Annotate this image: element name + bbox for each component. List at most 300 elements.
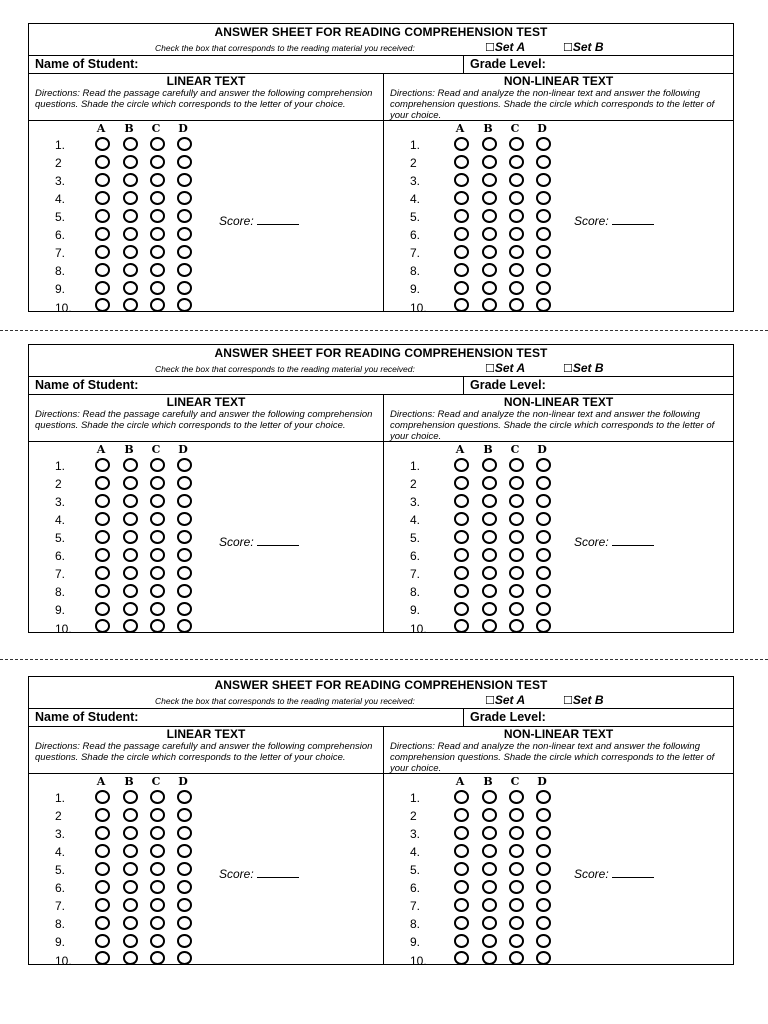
answer-bubble-c[interactable] [150, 808, 165, 822]
answer-bubble-a[interactable] [454, 844, 469, 858]
answer-bubble-d[interactable] [536, 191, 551, 205]
score-field[interactable] [219, 214, 299, 228]
answer-bubble-d[interactable] [177, 826, 192, 840]
answer-bubble-a[interactable] [95, 245, 110, 259]
answer-bubble-c[interactable] [150, 245, 165, 259]
answer-bubble-d[interactable] [536, 584, 551, 598]
question-row [384, 860, 733, 878]
answer-bubble-c[interactable] [509, 298, 524, 312]
score-field[interactable] [219, 535, 299, 549]
answer-bubble-b[interactable] [123, 209, 138, 223]
answer-bubble-b[interactable] [482, 548, 497, 562]
answer-bubble-a[interactable] [454, 209, 469, 223]
set-b-checkbox-icon[interactable]: ☐ [563, 42, 573, 54]
answer-bubble-c[interactable] [150, 934, 165, 948]
question-number: 4. [55, 845, 66, 859]
question-number: 2 [55, 809, 62, 823]
answer-bubble-c[interactable] [509, 548, 524, 562]
answer-bubble-d[interactable] [536, 548, 551, 562]
answer-bubble-a[interactable] [95, 862, 110, 876]
answer-bubble-a[interactable] [454, 619, 469, 633]
answer-bubble-b[interactable] [482, 566, 497, 580]
answer-bubble-b[interactable] [123, 476, 138, 490]
answer-bubble-c[interactable] [509, 844, 524, 858]
grade-level-field[interactable]: Grade Level: [470, 710, 546, 724]
score-field[interactable] [574, 867, 654, 881]
answer-bubble-a[interactable] [454, 173, 469, 187]
answer-bubble-a[interactable] [454, 512, 469, 526]
choice-letter-b: B [124, 122, 134, 135]
answer-bubble-a[interactable] [95, 476, 110, 490]
answer-bubble-a[interactable] [454, 155, 469, 169]
answer-bubble-d[interactable] [177, 298, 192, 312]
answer-bubble-a[interactable] [95, 155, 110, 169]
answer-bubble-b[interactable] [123, 808, 138, 822]
choice-letter-c: C [510, 443, 520, 456]
answer-bubble-d[interactable] [536, 602, 551, 616]
answer-bubble-a[interactable] [95, 934, 110, 948]
answer-bubble-a[interactable] [454, 602, 469, 616]
question-row [29, 279, 383, 297]
answer-bubble-c[interactable] [150, 298, 165, 312]
student-name-field[interactable]: Name of Student: [35, 710, 139, 724]
answer-bubble-d[interactable] [536, 494, 551, 508]
answer-bubble-a[interactable] [454, 137, 469, 151]
answer-bubble-c[interactable] [150, 862, 165, 876]
answer-bubble-d[interactable] [536, 227, 551, 241]
answer-bubble-d[interactable] [536, 880, 551, 894]
answer-bubble-c[interactable] [150, 530, 165, 544]
answer-bubble-b[interactable] [482, 530, 497, 544]
answer-bubble-d[interactable] [177, 898, 192, 912]
answer-bubble-c[interactable] [150, 155, 165, 169]
answer-bubble-b[interactable] [123, 155, 138, 169]
score-field[interactable] [574, 214, 654, 228]
set-b-checkbox-icon[interactable]: ☐ [563, 695, 573, 707]
answer-bubble-b[interactable] [123, 790, 138, 804]
answer-bubble-c[interactable] [150, 951, 165, 965]
answer-bubble-c[interactable] [150, 173, 165, 187]
answer-bubble-c[interactable] [150, 790, 165, 804]
answer-bubble-d[interactable] [177, 844, 192, 858]
answer-bubble-a[interactable] [454, 916, 469, 930]
answer-bubble-a[interactable] [454, 808, 469, 822]
answer-bubble-a[interactable] [95, 916, 110, 930]
score-blank[interactable] [612, 537, 654, 546]
answer-bubble-d[interactable] [177, 530, 192, 544]
answer-bubble-d[interactable] [536, 263, 551, 277]
question-row [384, 243, 733, 261]
score-blank[interactable] [257, 216, 299, 225]
answer-bubble-b[interactable] [123, 227, 138, 241]
answer-bubble-c[interactable] [509, 951, 524, 965]
answer-bubble-a[interactable] [95, 263, 110, 277]
cut-line [0, 330, 768, 331]
answer-bubble-c[interactable] [509, 880, 524, 894]
set-a-option[interactable] [485, 40, 525, 55]
question-number: 1. [410, 791, 421, 805]
answer-bubble-d[interactable] [177, 584, 192, 598]
answer-bubble-d[interactable] [177, 619, 192, 633]
answer-bubble-c[interactable] [509, 263, 524, 277]
set-a-checkbox-icon[interactable]: ☐ [485, 42, 495, 54]
answer-bubble-a[interactable] [95, 602, 110, 616]
answer-bubble-b[interactable] [482, 898, 497, 912]
answer-bubble-a[interactable] [454, 934, 469, 948]
answer-bubble-c[interactable] [509, 512, 524, 526]
answer-bubble-c[interactable] [150, 880, 165, 894]
answer-bubble-d[interactable] [536, 951, 551, 965]
answer-bubble-b[interactable] [482, 494, 497, 508]
answer-bubble-c[interactable] [509, 566, 524, 580]
answer-bubble-d[interactable] [536, 808, 551, 822]
answer-bubble-b[interactable] [123, 245, 138, 259]
answer-bubble-d[interactable] [536, 566, 551, 580]
answer-bubble-b[interactable] [123, 862, 138, 876]
answer-bubble-b[interactable] [123, 298, 138, 312]
answer-bubble-c[interactable] [509, 619, 524, 633]
answer-bubble-a[interactable] [95, 494, 110, 508]
answer-bubble-d[interactable] [536, 619, 551, 633]
answer-bubble-c[interactable] [150, 916, 165, 930]
answer-bubble-d[interactable] [177, 245, 192, 259]
answer-bubble-a[interactable] [95, 619, 110, 633]
question-number: 10. [410, 954, 427, 968]
answer-bubble-d[interactable] [177, 602, 192, 616]
answer-bubble-c[interactable] [509, 916, 524, 930]
set-instruction: Check the box that corresponds to the reading material you received: [155, 696, 415, 706]
answer-bubble-c[interactable] [150, 602, 165, 616]
answer-bubble-d[interactable] [536, 898, 551, 912]
answer-bubble-b[interactable] [482, 476, 497, 490]
answer-bubble-c[interactable] [509, 790, 524, 804]
answer-bubble-c[interactable] [150, 566, 165, 580]
answer-bubble-b[interactable] [123, 844, 138, 858]
answer-bubble-c[interactable] [509, 209, 524, 223]
answer-bubble-d[interactable] [177, 951, 192, 965]
set-instruction: Check the box that corresponds to the reading material you received: [155, 43, 415, 53]
answer-bubble-a[interactable] [95, 530, 110, 544]
answer-bubble-d[interactable] [177, 227, 192, 241]
answer-bubble-d[interactable] [177, 458, 192, 472]
answer-bubble-a[interactable] [454, 566, 469, 580]
set-b-option[interactable] [563, 693, 604, 708]
answer-bubble-b[interactable] [123, 898, 138, 912]
answer-bubble-a[interactable] [454, 494, 469, 508]
answer-bubble-c[interactable] [150, 476, 165, 490]
answer-bubble-b[interactable] [123, 548, 138, 562]
answer-bubble-b[interactable] [482, 584, 497, 598]
answer-bubble-b[interactable] [482, 512, 497, 526]
answer-bubble-d[interactable] [177, 494, 192, 508]
answer-bubble-d[interactable] [177, 173, 192, 187]
answer-bubble-c[interactable] [509, 584, 524, 598]
choice-letter-a: A [455, 443, 465, 456]
answer-bubble-a[interactable] [95, 281, 110, 295]
set-b-option[interactable] [563, 40, 604, 55]
answer-bubble-d[interactable] [177, 566, 192, 580]
score-field[interactable] [574, 535, 654, 549]
answer-bubble-b[interactable] [482, 191, 497, 205]
answer-bubble-c[interactable] [150, 512, 165, 526]
answer-bubble-d[interactable] [536, 155, 551, 169]
set-b-option[interactable] [563, 361, 604, 376]
answer-bubble-b[interactable] [123, 530, 138, 544]
question-row [384, 546, 733, 564]
answer-bubble-b[interactable] [482, 263, 497, 277]
answer-bubble-b[interactable] [123, 566, 138, 580]
answer-bubble-a[interactable] [454, 263, 469, 277]
set-b-checkbox-icon[interactable]: ☐ [563, 363, 573, 375]
answer-bubble-a[interactable] [95, 584, 110, 598]
set-a-option[interactable] [485, 361, 525, 376]
answer-bubble-b[interactable] [482, 137, 497, 151]
answer-bubble-d[interactable] [177, 209, 192, 223]
answer-bubble-d[interactable] [177, 512, 192, 526]
answer-bubble-a[interactable] [95, 227, 110, 241]
answer-bubble-c[interactable] [150, 191, 165, 205]
answer-bubble-d[interactable] [536, 916, 551, 930]
answer-bubble-a[interactable] [454, 584, 469, 598]
set-a-checkbox-icon[interactable]: ☐ [485, 363, 495, 375]
answer-bubble-b[interactable] [482, 844, 497, 858]
answer-bubble-c[interactable] [509, 826, 524, 840]
answer-bubble-a[interactable] [454, 530, 469, 544]
answer-bubble-a[interactable] [95, 566, 110, 580]
answer-bubble-b[interactable] [123, 619, 138, 633]
answer-bubble-a[interactable] [454, 281, 469, 295]
answer-bubble-d[interactable] [177, 155, 192, 169]
answer-bubble-d[interactable] [536, 790, 551, 804]
answer-bubble-c[interactable] [509, 934, 524, 948]
answer-bubble-b[interactable] [482, 934, 497, 948]
answer-bubble-b[interactable] [123, 137, 138, 151]
answer-bubble-d[interactable] [177, 548, 192, 562]
answer-bubble-b[interactable] [482, 298, 497, 312]
score-blank[interactable] [257, 537, 299, 546]
answer-bubble-a[interactable] [454, 245, 469, 259]
answer-bubble-a[interactable] [454, 548, 469, 562]
answer-bubble-b[interactable] [482, 826, 497, 840]
answer-bubble-a[interactable] [95, 880, 110, 894]
answer-bubble-c[interactable] [509, 494, 524, 508]
answer-bubble-a[interactable] [454, 898, 469, 912]
answer-bubble-b[interactable] [123, 934, 138, 948]
student-name-field[interactable]: Name of Student: [35, 57, 139, 71]
answer-bubble-d[interactable] [177, 916, 192, 930]
answer-bubble-b[interactable] [123, 916, 138, 930]
answer-bubble-c[interactable] [150, 898, 165, 912]
answer-bubble-a[interactable] [95, 898, 110, 912]
score-field[interactable] [219, 867, 299, 881]
answer-bubble-d[interactable] [177, 880, 192, 894]
nonlinear-text-section [384, 395, 733, 636]
answer-bubble-a[interactable] [95, 191, 110, 205]
answer-bubble-b[interactable] [123, 602, 138, 616]
answer-bubble-a[interactable] [454, 826, 469, 840]
question-row [384, 510, 733, 528]
column-heading: LINEAR TEXT [166, 74, 246, 88]
answer-bubble-c[interactable] [150, 548, 165, 562]
answer-bubble-c[interactable] [509, 155, 524, 169]
answer-bubble-a[interactable] [95, 173, 110, 187]
question-row [384, 914, 733, 932]
answer-bubble-d[interactable] [177, 281, 192, 295]
answer-bubble-a[interactable] [454, 227, 469, 241]
answer-bubble-c[interactable] [509, 281, 524, 295]
answer-bubble-c[interactable] [150, 494, 165, 508]
answer-bubble-c[interactable] [150, 844, 165, 858]
answer-bubble-a[interactable] [454, 951, 469, 965]
answer-bubble-b[interactable] [482, 227, 497, 241]
answer-bubble-a[interactable] [95, 209, 110, 223]
answer-bubble-d[interactable] [536, 245, 551, 259]
answer-bubble-c[interactable] [150, 619, 165, 633]
answer-bubble-a[interactable] [95, 512, 110, 526]
answer-bubble-c[interactable] [509, 245, 524, 259]
answer-bubble-d[interactable] [536, 173, 551, 187]
answer-bubble-b[interactable] [482, 458, 497, 472]
answer-bubble-a[interactable] [95, 826, 110, 840]
answer-bubble-c[interactable] [509, 476, 524, 490]
answer-bubble-d[interactable] [536, 137, 551, 151]
answer-bubble-c[interactable] [509, 137, 524, 151]
directions-text: Directions: Read the passage carefully and answer the following comprehension questions. Shade the circle which corresponds to the letter of your choice. [29, 741, 383, 774]
answer-bubble-c[interactable] [509, 458, 524, 472]
answer-bubble-d[interactable] [536, 281, 551, 295]
answer-bubble-a[interactable] [454, 862, 469, 876]
answer-bubble-d[interactable] [177, 263, 192, 277]
answer-bubble-b[interactable] [123, 584, 138, 598]
answer-bubble-b[interactable] [123, 512, 138, 526]
answer-bubble-b[interactable] [123, 951, 138, 965]
answer-bubble-c[interactable] [509, 530, 524, 544]
answer-bubble-c[interactable] [150, 584, 165, 598]
answer-bubble-a[interactable] [95, 844, 110, 858]
answer-bubble-a[interactable] [454, 458, 469, 472]
answer-bubble-a[interactable] [95, 951, 110, 965]
answer-bubble-b[interactable] [482, 916, 497, 930]
answer-bubble-b[interactable] [482, 862, 497, 876]
answer-bubble-d[interactable] [536, 298, 551, 312]
answer-bubble-c[interactable] [509, 173, 524, 187]
set-a-checkbox-icon[interactable]: ☐ [485, 695, 495, 707]
answer-bubble-d[interactable] [177, 137, 192, 151]
answer-columns [29, 395, 733, 636]
score-blank[interactable] [257, 869, 299, 878]
answer-bubble-d[interactable] [536, 512, 551, 526]
answer-columns [29, 74, 733, 315]
answer-bubble-c[interactable] [509, 898, 524, 912]
answer-bubble-b[interactable] [482, 245, 497, 259]
answer-bubble-c[interactable] [509, 602, 524, 616]
answer-bubble-b[interactable] [123, 173, 138, 187]
answer-bubble-b[interactable] [482, 155, 497, 169]
answer-bubble-d[interactable] [536, 209, 551, 223]
answer-bubble-b[interactable] [123, 494, 138, 508]
grade-level-field[interactable]: Grade Level: [470, 57, 546, 71]
answer-bubble-c[interactable] [150, 458, 165, 472]
answer-bubble-b[interactable] [482, 602, 497, 616]
answer-bubble-b[interactable] [123, 281, 138, 295]
answer-bubble-d[interactable] [536, 862, 551, 876]
answer-bubble-b[interactable] [123, 826, 138, 840]
answer-bubble-d[interactable] [536, 826, 551, 840]
answer-bubble-b[interactable] [482, 173, 497, 187]
answer-bubble-c[interactable] [509, 808, 524, 822]
answer-bubble-d[interactable] [177, 191, 192, 205]
answer-bubble-b[interactable] [123, 880, 138, 894]
answer-bubble-d[interactable] [177, 808, 192, 822]
answer-bubble-c[interactable] [150, 263, 165, 277]
answer-bubble-b[interactable] [123, 263, 138, 277]
answer-bubble-a[interactable] [454, 191, 469, 205]
set-a-option[interactable] [485, 693, 525, 708]
choice-letter-b: B [483, 443, 493, 456]
answer-bubble-c[interactable] [150, 209, 165, 223]
answer-bubble-b[interactable] [482, 951, 497, 965]
score-blank[interactable] [612, 216, 654, 225]
grade-level-field[interactable]: Grade Level: [470, 378, 546, 392]
question-row [29, 824, 383, 842]
answer-bubble-d[interactable] [536, 476, 551, 490]
answer-bubble-c[interactable] [509, 227, 524, 241]
answer-bubble-b[interactable] [482, 880, 497, 894]
question-row [384, 564, 733, 582]
answer-bubble-a[interactable] [454, 790, 469, 804]
student-name-field[interactable]: Name of Student: [35, 378, 139, 392]
answer-bubble-b[interactable] [482, 281, 497, 295]
answer-bubble-a[interactable] [95, 458, 110, 472]
choice-letter-c: C [151, 122, 161, 135]
answer-bubble-a[interactable] [95, 548, 110, 562]
answer-bubble-d[interactable] [177, 862, 192, 876]
answer-bubble-c[interactable] [150, 227, 165, 241]
answer-bubble-a[interactable] [454, 880, 469, 894]
answer-bubble-c[interactable] [150, 281, 165, 295]
answer-bubble-d[interactable] [536, 934, 551, 948]
answer-bubble-b[interactable] [482, 619, 497, 633]
answer-bubble-c[interactable] [509, 191, 524, 205]
answer-bubble-b[interactable] [482, 790, 497, 804]
answer-bubble-c[interactable] [150, 826, 165, 840]
answer-bubble-b[interactable] [482, 808, 497, 822]
answer-bubble-a[interactable] [95, 137, 110, 151]
answer-bubble-a[interactable] [95, 808, 110, 822]
column-heading: LINEAR TEXT [166, 395, 246, 409]
answer-bubble-d[interactable] [536, 530, 551, 544]
answer-bubble-a[interactable] [95, 790, 110, 804]
answer-bubble-d[interactable] [536, 844, 551, 858]
question-row [384, 261, 733, 279]
answer-bubble-a[interactable] [454, 298, 469, 312]
question-row [29, 456, 383, 474]
question-number: 8. [410, 917, 421, 931]
answer-bubble-c[interactable] [150, 137, 165, 151]
answer-bubble-b[interactable] [123, 458, 138, 472]
answer-bubble-b[interactable] [123, 191, 138, 205]
answer-bubble-c[interactable] [509, 862, 524, 876]
answer-bubble-d[interactable] [177, 790, 192, 804]
answer-bubble-d[interactable] [177, 476, 192, 490]
score-blank[interactable] [612, 869, 654, 878]
question-row [29, 878, 383, 896]
answer-bubble-d[interactable] [177, 934, 192, 948]
answer-bubble-a[interactable] [454, 476, 469, 490]
answer-bubble-b[interactable] [482, 209, 497, 223]
answer-bubble-a[interactable] [95, 298, 110, 312]
answer-bubble-d[interactable] [536, 458, 551, 472]
